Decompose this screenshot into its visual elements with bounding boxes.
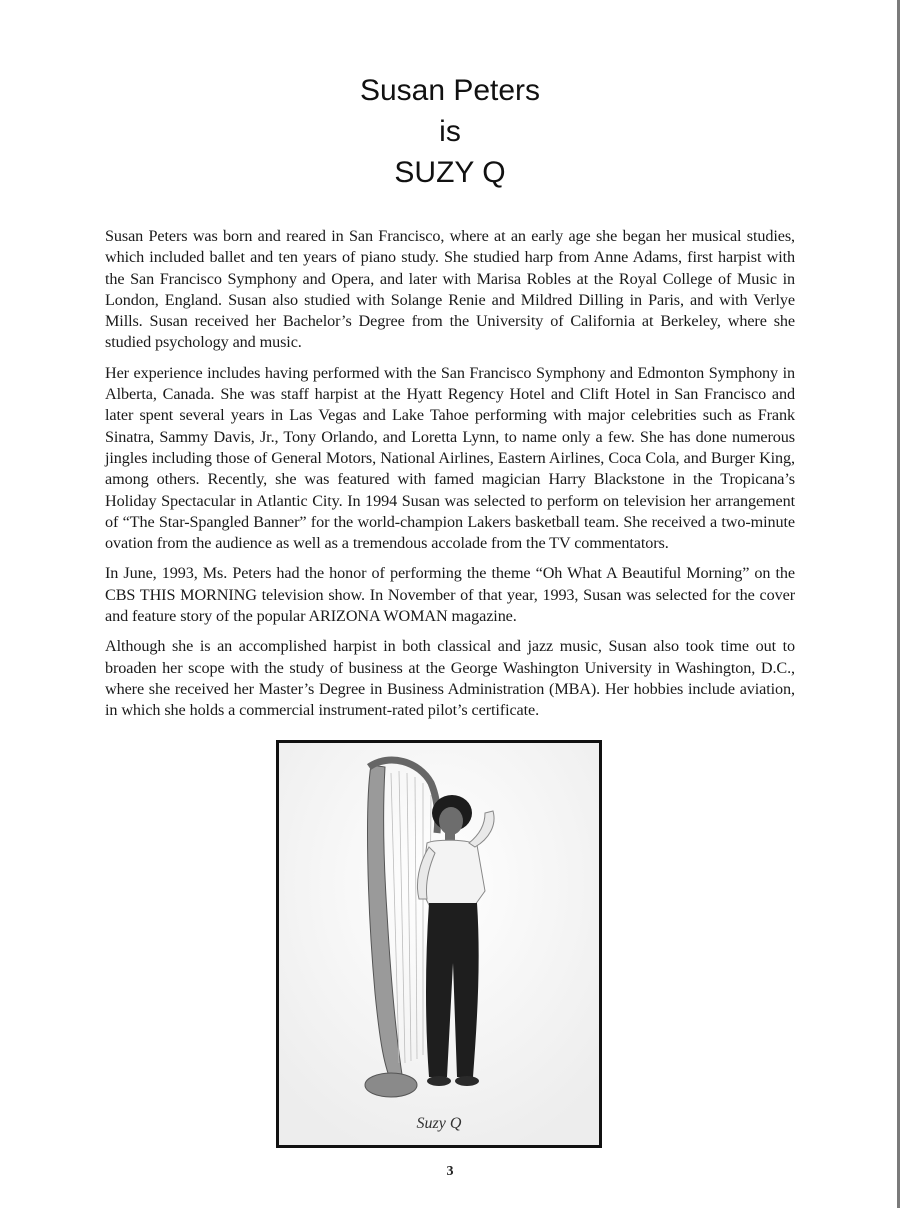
harpist-illustration — [279, 743, 599, 1145]
paragraph-business: Although she is an accomplished harpist in both classical and jazz music, Susan also took time out to broaden her scope with the study of business at the George Washington University in Washington, D.C., where she received her Master’s Degree in Business Administration (MBA). Her hobbies include aviation, in which she holds a commercial instrument-rated pilot’s certificate. — [105, 637, 795, 720]
paragraph-television: In June, 1993, Ms. Peters had the honor of performing the theme “Oh What A Beautiful Morning” on the CBS THIS MORNING television show. In November of that year, 1993, Susan was selected for the cover and feature story of the popular ARIZONA WOMAN magazine. — [105, 564, 795, 626]
title-stage-name: SUZY Q — [394, 156, 506, 189]
photo-caption: Suzy Q — [416, 1115, 462, 1132]
biography-text — [105, 226, 795, 731]
harpist-photo — [276, 740, 602, 1148]
title-block — [0, 70, 900, 193]
paragraph-experience: Her experience includes having performed with the San Francisco Symphony and Edmonton Symphony in Alberta, Canada. She was staff harpist at the Hyatt Regency Hotel and Clift Hotel in San Francisco and later spent several years in Las Vegas and Lake Tahoe performing with major celebrities such as Frank Sinatra, Sammy Davis, Jr., Tony Orlando, and Loretta Lynn, to name only a few. She has done numerous jingles including those of General Motors, National Airlines, Eastern Airlines, Coca Cola, and Burger King, among others. Recently, she was featured with famed magician Harry Blackstone in the Tropicana’s Holiday Spectacular in Atlantic City. In 1994 Susan was selected to perform on television her arrangement of “The Star-Spangled Banner” for the world-champion Lakers basketball team. She received a two-minute ovation from the audience as well as a tremendous accolade from the TV commentators. — [105, 363, 795, 553]
title-is: is — [439, 115, 461, 148]
title-name: Susan Peters — [359, 74, 541, 107]
paragraph-education: Susan Peters was born and reared in San Francisco, where at an early age she began her musical studies, which included ballet and ten years of piano study. She studied harp from Anne Adams, first harpist with the San Francisco Symphony and Opera, and later with Marisa Robles at the Royal College of Music in London, England. Susan also studied with Solange Renie and Mildred Dilling in Paris, and with Verlye Mills. Susan received her Bachelor’s Degree from the University of California at Berkeley, where she studied psychology and music. — [105, 227, 795, 352]
page-number: 3 — [446, 1164, 454, 1179]
